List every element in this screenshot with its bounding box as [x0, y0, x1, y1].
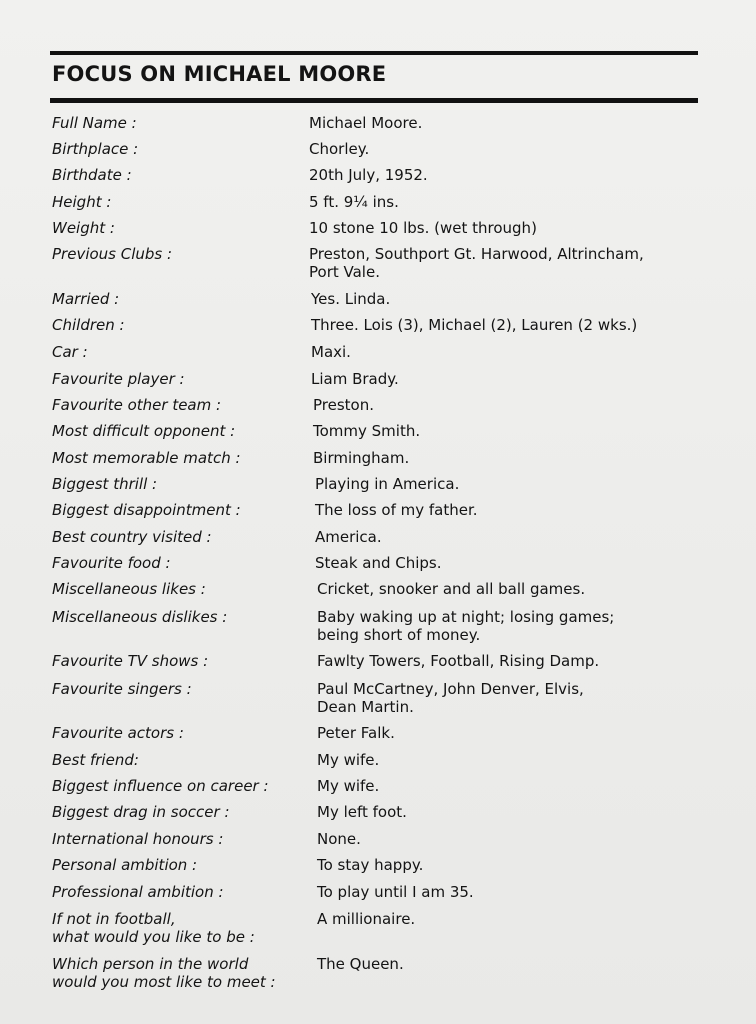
profile-label: Favourite TV shows : — [52, 652, 209, 670]
profile-label: Married : — [52, 290, 120, 308]
profile-value: Playing in America. — [315, 475, 460, 493]
page-title: FOCUS ON MICHAEL MOORE — [52, 62, 387, 86]
profile-value: Liam Brady. — [311, 370, 399, 388]
profile-value: 5 ft. 9¼ ins. — [309, 193, 399, 211]
profile-value: Steak and Chips. — [315, 554, 442, 572]
top-rule — [50, 51, 698, 55]
profile-value: My wife. — [317, 777, 380, 795]
profile-value: 10 stone 10 lbs. (wet through) — [309, 219, 537, 237]
profile-value: The Queen. — [317, 955, 404, 973]
profile-value: America. — [315, 528, 382, 546]
profile-label: Previous Clubs : — [52, 245, 173, 263]
profile-label: Biggest influence on career : — [52, 777, 269, 795]
profile-label: Birthplace : — [52, 140, 139, 158]
profile-value: Maxi. — [311, 343, 351, 361]
profile-value: Fawlty Towers, Football, Rising Damp. — [317, 652, 600, 670]
profile-value: Three. Lois (3), Michael (2), Lauren (2 wks.) — [311, 316, 638, 334]
profile-label: Biggest disappointment : — [52, 501, 241, 519]
profile-value: Birmingham. — [313, 449, 410, 467]
profile-value: My left foot. — [317, 803, 407, 821]
profile-label: Favourite singers : — [52, 680, 192, 698]
profile-value: Preston. — [313, 396, 374, 414]
profile-value: The loss of my father. — [315, 501, 478, 519]
profile-label: Professional ambition : — [52, 883, 224, 901]
profile-value: Chorley. — [309, 140, 370, 158]
profile-value: To stay happy. — [317, 856, 424, 874]
profile-value: Peter Falk. — [317, 724, 395, 742]
profile-label: Weight : — [52, 219, 115, 237]
profile-label: If not in football, what would you like to be : — [52, 910, 255, 946]
profile-label: Favourite actors : — [52, 724, 184, 742]
profile-label: Children : — [52, 316, 125, 334]
profile-value: Yes. Linda. — [311, 290, 391, 308]
profile-value: Baby waking up at night; losing games; being short of money. — [317, 608, 615, 644]
profile-label: International honours : — [52, 830, 224, 848]
profile-value: My wife. — [317, 751, 380, 769]
profile-label: Personal ambition : — [52, 856, 198, 874]
profile-label: Favourite player : — [52, 370, 185, 388]
profile-value: Paul McCartney, John Denver, Elvis, Dean Martin. — [317, 680, 584, 716]
profile-label: Best friend: — [52, 751, 139, 769]
profile-label: Biggest drag in soccer : — [52, 803, 230, 821]
profile-label: Biggest thrill : — [52, 475, 158, 493]
profile-label: Favourite other team : — [52, 396, 222, 414]
profile-label: Miscellaneous likes : — [52, 580, 206, 598]
profile-value: Preston, Southport Gt. Harwood, Altrincham, Port Vale. — [309, 245, 644, 281]
profile-label: Most memorable match : — [52, 449, 241, 467]
profile-value: 20th July, 1952. — [309, 166, 428, 184]
profile-label: Height : — [52, 193, 112, 211]
profile-label: Favourite food : — [52, 554, 171, 572]
profile-value: Tommy Smith. — [313, 422, 421, 440]
profile-value: None. — [317, 830, 361, 848]
profile-label: Best country visited : — [52, 528, 212, 546]
profile-value: To play until I am 35. — [317, 883, 474, 901]
profile-value: A millionaire. — [317, 910, 416, 928]
profile-value: Michael Moore. — [309, 114, 423, 132]
profile-label: Which person in the world would you most like to meet : — [52, 955, 276, 991]
profile-value: Cricket, snooker and all ball games. — [317, 580, 586, 598]
profile-label: Miscellaneous dislikes : — [52, 608, 228, 626]
profile-label: Car : — [52, 343, 88, 361]
profile-label: Most difficult opponent : — [52, 422, 236, 440]
profile-label: Full Name : — [52, 114, 137, 132]
title-underline — [50, 98, 698, 103]
profile-label: Birthdate : — [52, 166, 132, 184]
